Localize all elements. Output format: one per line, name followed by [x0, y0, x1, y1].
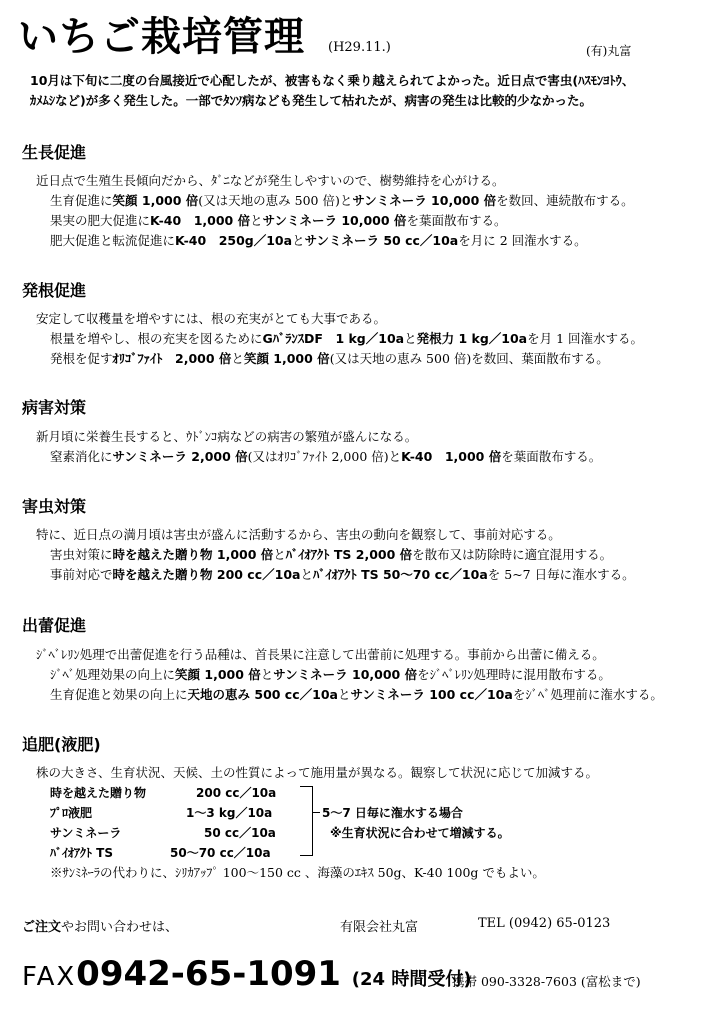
fert-footnote: ※ｻﾝﾐﾈｰﾗの代わりに、ｼﾘｶｱｯﾌﾟ 100～150 cc 、海藻のｴｷｽ 50g、K-40 100g でもよい。	[50, 865, 545, 880]
company-name: 有限会社丸富	[340, 920, 419, 935]
section-heading-flower: 出蕾促進	[22, 616, 87, 635]
growth-line-3	[50, 212, 506, 230]
text: と	[300, 567, 313, 582]
text: 生育促進に	[50, 193, 113, 208]
text: 生育促進と効果の向上に	[50, 687, 188, 702]
text: 発根を促す	[50, 351, 113, 366]
product-text: K-40 1,000 倍	[401, 449, 502, 464]
text: と	[292, 233, 305, 248]
text: を葉面散布する。	[406, 213, 507, 228]
rooting-line-1	[36, 310, 386, 328]
text: と	[337, 687, 351, 702]
product-text: サンミネーラ 10,000 倍	[262, 213, 407, 228]
product-text: K-40 250g／10a	[175, 233, 293, 248]
product-text: 笑顔 1,000 倍	[243, 351, 330, 366]
section-heading-rooting: 発根促進	[22, 281, 87, 300]
text: 特に、近日点の満月頃は害虫が盛んに活動するから、害虫の動向を観察して、事前対応する。	[36, 527, 561, 542]
fert-table-name: 時を越えた贈り物	[50, 786, 147, 800]
text: を散布又は防除時に適宜混用する。	[412, 547, 613, 562]
text: 窒素消化に	[50, 449, 113, 464]
text: ｼﾞﾍﾞ処理効果の向上に	[50, 667, 176, 682]
pest-line-3	[50, 566, 635, 584]
product-text: サンミネーラ 2,000 倍	[112, 449, 248, 464]
order-inquiry	[22, 916, 178, 935]
text: を葉面散布する。	[501, 449, 602, 464]
product-text: サンミネーラ 10,000 倍	[273, 667, 418, 682]
growth-line-2	[50, 192, 634, 210]
product-text: 時を越えた贈り物 200 cc／10a	[112, 567, 301, 582]
product-text: K-40 1,000 倍	[150, 213, 251, 228]
text: を数回、連続散布する。	[496, 193, 634, 208]
intro-line-1: 10月は下旬に二度の台風接近で心配したが、被害もなく乗り越えられてよかった。近日点で害虫(ﾊｽﾓﾝﾖﾄｳ、	[30, 73, 635, 88]
brace-tip	[312, 812, 320, 813]
text: 近日点で生殖生長傾向だから、ﾀﾞﾆなどが発生しやすいので、樹勢維持を心がける。	[36, 173, 505, 188]
text: ｼﾞﾍﾞﾚﾘﾝ処理で出蕾促進を行う品種は、首長果に注意して出蕾前に処理する。事前から出蕾に備える。	[36, 647, 605, 662]
brace-bracket	[300, 786, 313, 856]
text: 事前対応で	[50, 567, 113, 582]
text: と	[404, 331, 417, 346]
product-text: 笑顔 1,000 倍	[175, 667, 261, 682]
product-text: 時を越えた贈り物 1,000 倍	[112, 547, 274, 562]
product-text: サンミネーラ 50 cc／10a	[304, 233, 459, 248]
text: 新月頃に栄養生長すると、ｳﾄﾞﾝｺ病などの病害の繁殖が盛んになる。	[36, 429, 418, 444]
fert-table-name: ﾊﾞｲｵｱｸﾄ TS	[50, 846, 114, 860]
flower-line-2	[50, 666, 611, 684]
product-text: 発根力 1 kg／10a	[416, 331, 528, 346]
phone-number: TEL (0942) 65-0123	[478, 916, 611, 931]
text: と	[260, 667, 274, 682]
rooting-line-2	[50, 330, 643, 348]
fert-table-amount: 1～3 kg／10a	[186, 806, 273, 820]
fert-table-amount: 200 cc／10a	[196, 786, 277, 800]
rooting-line-3	[50, 350, 609, 368]
text: を月 1 回潅水する。	[527, 331, 644, 346]
text: を月に 2 回潅水する。	[458, 233, 587, 248]
fert-table-amount: 50 cc／10a	[204, 826, 276, 840]
fert-note-adjust: ※生育状況に合わせて増減する。	[330, 826, 510, 840]
pest-line-2	[50, 546, 612, 564]
flower-line-1	[36, 646, 605, 664]
text: (又はｵﾘｺﾞﾌｧｲﾄ 2,000 倍)と	[247, 449, 402, 464]
product-text: 天地の恵み 500 cc／10a	[187, 687, 338, 702]
fax-hours: (24 時間受付)	[351, 969, 472, 990]
fertilizer-intro: 株の大きさ、生育状況、天候、土の性質によって施用量が異なる。観察して状況に応じて加減する。	[36, 765, 599, 780]
product-text: サンミネーラ 10,000 倍	[352, 193, 497, 208]
issue-date: (H29.11.)	[328, 40, 391, 55]
mobile-number: 携帯 090-3328-7603 (富松まで)	[452, 974, 641, 989]
company-tag: (有)丸富	[586, 44, 632, 58]
page-title: いちご栽培管理	[18, 14, 305, 60]
intro-line-2: ｶﾒﾑｼなど)が多く発生した。一部でﾀﾝｿ病なども発生して枯れたが、病害の発生は比較的少なかった。	[30, 93, 592, 108]
text: 安定して収穫量を増やすには、根の充実がとても大事である。	[36, 311, 387, 326]
text: 果実の肥大促進に	[50, 213, 151, 228]
fax-line	[22, 954, 472, 1000]
text: 肥大促進と転流促進に	[50, 233, 176, 248]
fax-label: FAX	[22, 962, 77, 992]
pest-line-1	[36, 526, 561, 544]
flower-line-3	[50, 686, 663, 704]
text: (又は天地の恵み 500 倍)と	[198, 193, 353, 208]
text: 根量を増やし、根の充実を図るために	[50, 331, 263, 346]
disease-line-2	[50, 448, 601, 466]
order-label: ご注文	[22, 920, 62, 935]
text: をｼﾞﾍﾞﾚﾘﾝ処理時に混用散布する。	[417, 667, 611, 682]
disease-line-1	[36, 428, 417, 446]
section-heading-fertilizer: 追肥(液肥)	[22, 735, 101, 754]
fert-table-name: サンミネーラ	[50, 826, 122, 840]
section-heading-disease: 病害対策	[22, 398, 87, 417]
text: (又は天地の恵み 500 倍)を数回、葉面散布する。	[329, 351, 609, 366]
product-text: サンミネーラ 100 cc／10a	[350, 687, 513, 702]
text: と	[250, 213, 263, 228]
section-heading-growth: 生長促進	[22, 143, 87, 162]
fert-table-amount: 50～70 cc／10a	[170, 846, 271, 860]
growth-line-1	[36, 172, 505, 190]
product-text: ﾊﾞｲｵｱｸﾄ TS 2,000 倍	[285, 547, 413, 562]
text: を 5~7 日毎に潅水する。	[487, 567, 635, 582]
text: と	[231, 351, 244, 366]
fert-note-interval: 5～7 日毎に潅水する場合	[322, 806, 463, 820]
text: をｼﾞﾍﾞ処理前に潅水する。	[512, 687, 663, 702]
product-text: ｵﾘｺﾞﾌｧｲﾄ 2,000 倍	[112, 351, 232, 366]
fax-number: 0942-65-1091	[76, 954, 341, 994]
text: 害虫対策に	[50, 547, 113, 562]
order-text: やお問い合わせは、	[61, 920, 179, 935]
text: と	[273, 547, 286, 562]
section-heading-pest: 害虫対策	[22, 497, 87, 516]
product-text: GﾊﾞﾗﾝｽDF 1 kg／10a	[262, 331, 405, 346]
fert-table-name: ﾌﾟﾛ液肥	[50, 806, 93, 820]
product-text: ﾊﾞｲｵｱｸﾄ TS 50～70 cc／10a	[312, 567, 488, 582]
product-text: 笑顔 1,000 倍	[112, 193, 199, 208]
growth-line-4	[50, 232, 587, 250]
